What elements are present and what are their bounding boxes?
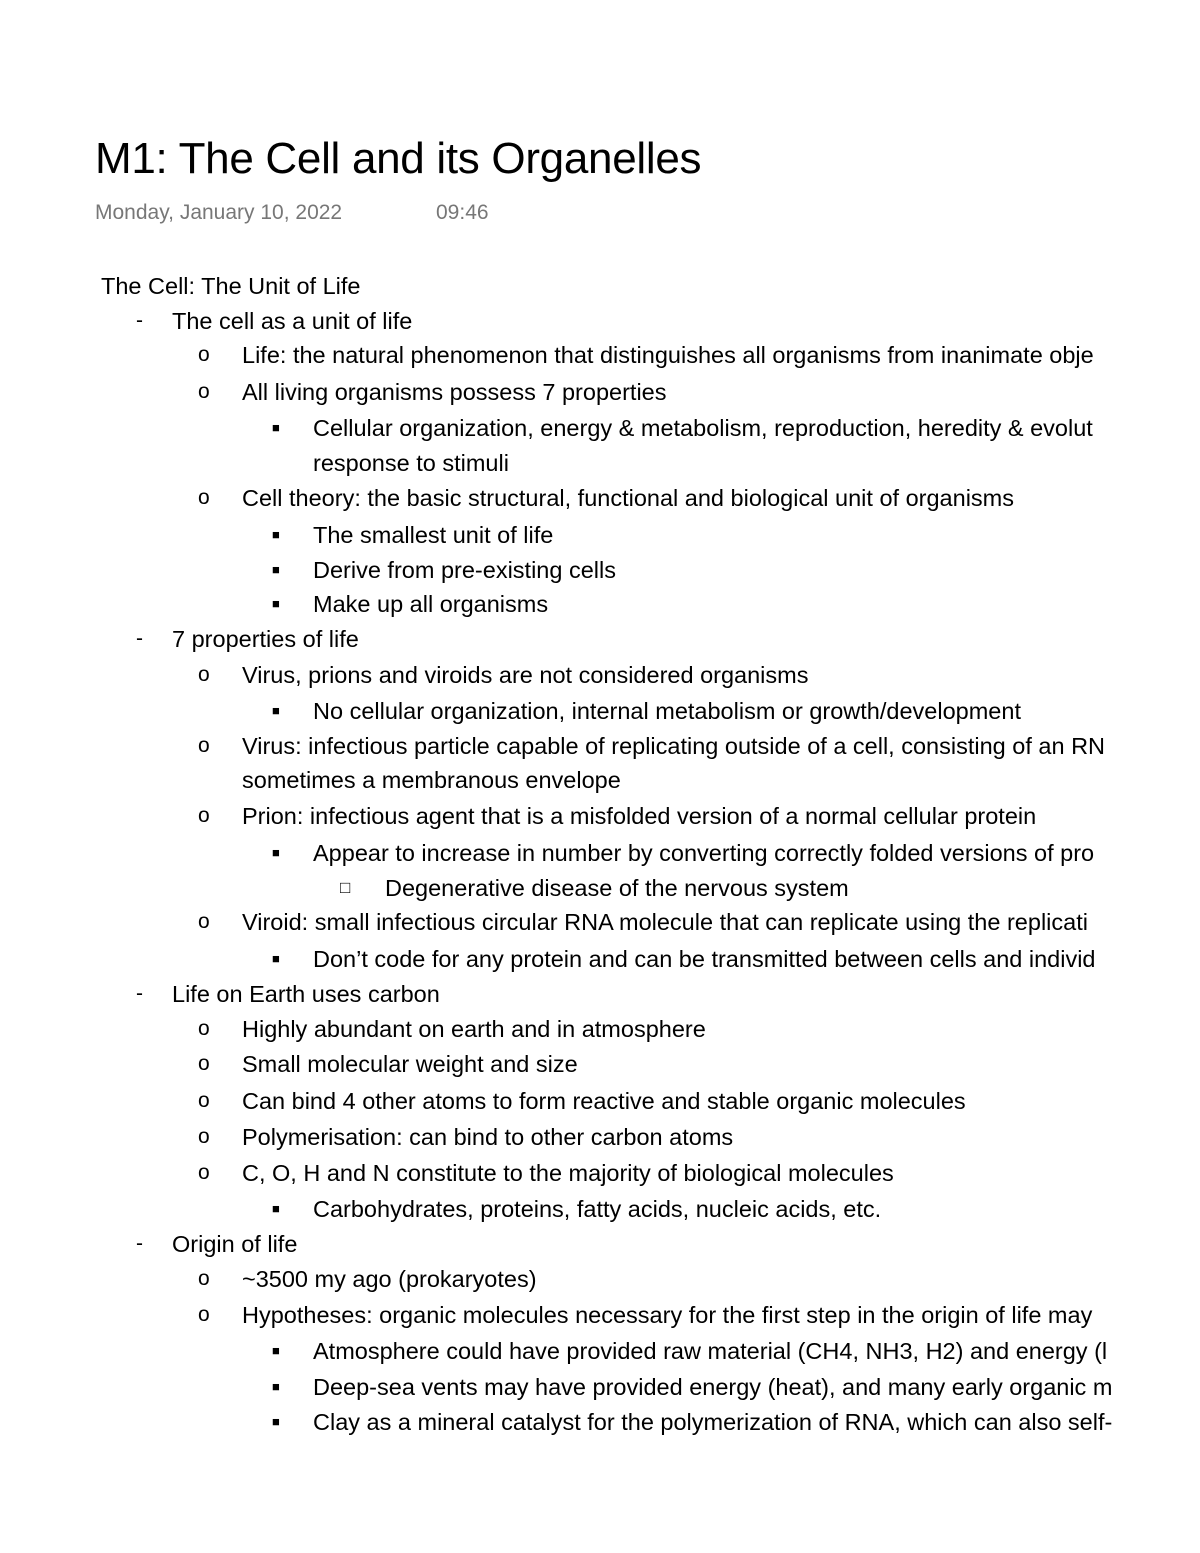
list-item-level2: Highly abundant on earth and in atmosphere	[242, 1016, 706, 1042]
list-item-level2: All living organisms possess 7 properties	[242, 379, 667, 405]
list-item-level3: Clay as a mineral catalyst for the polymerization of RNA, which can also self-	[313, 1409, 1113, 1435]
list-item-level2: Prion: infectious agent that is a misfolded version of a normal cellular protein	[242, 803, 1037, 829]
note-time: 09:46	[436, 201, 489, 224]
list-item-level1: Life on Earth uses carbon	[172, 981, 440, 1007]
square-bullet: ■	[272, 951, 280, 966]
list-item-level2: C, O, H and N constitute to the majority of biological molecules	[242, 1160, 894, 1186]
list-item-level3: Deep-sea vents may have provided energy (heat), and many early organic m	[313, 1374, 1113, 1400]
list-item-level2: ~3500 my ago (prokaryotes)	[242, 1266, 537, 1292]
list-item-level3: Carbohydrates, proteins, fatty acids, nucleic acids, etc.	[313, 1196, 882, 1222]
list-item-level2: Polymerisation: can bind to other carbon atoms	[242, 1124, 734, 1150]
list-item-level2: Hypotheses: organic molecules necessary for the first step in the origin of life may	[242, 1302, 1093, 1328]
list-item-level3: Appear to increase in number by converting correctly folded versions of pro	[313, 840, 1095, 866]
square-bullet: ■	[272, 562, 280, 577]
list-item-level2: Virus, prions and viroids are not considered organisms	[242, 662, 809, 688]
circle-bullet: o	[198, 910, 210, 933]
dash-bullet: -	[136, 1232, 143, 1255]
dash-bullet: -	[136, 309, 143, 332]
square-bullet: ■	[272, 703, 280, 718]
square-bullet: ■	[272, 596, 280, 611]
circle-bullet: o	[198, 1089, 210, 1112]
page-title: M1: The Cell and its Organelles	[95, 134, 702, 183]
list-item-level2: Cell theory: the basic structural, functional and biological unit of organisms	[242, 485, 1014, 511]
list-item-level3: The smallest unit of life	[313, 522, 554, 548]
circle-bullet: o	[198, 1303, 210, 1326]
note-date: Monday, January 10, 2022	[95, 201, 343, 224]
square-bullet: ■	[272, 845, 280, 860]
circle-bullet: o	[198, 663, 210, 686]
section-heading: The Cell: The Unit of Life	[101, 273, 361, 299]
circle-bullet: o	[198, 1052, 210, 1075]
list-item-level3: Make up all organisms	[313, 591, 549, 617]
dash-bullet: -	[136, 627, 143, 650]
square-bullet: ■	[272, 1343, 280, 1358]
square-bullet: ■	[272, 1379, 280, 1394]
circle-bullet: o	[198, 1017, 210, 1040]
list-item-level3: Derive from pre-existing cells	[313, 557, 616, 583]
dash-bullet: -	[136, 982, 143, 1005]
list-item-continuation: sometimes a membranous envelope	[242, 767, 621, 793]
circle-bullet: o	[198, 734, 210, 757]
square-bullet: ■	[272, 420, 280, 435]
list-item-level2: Viroid: small infectious circular RNA molecule that can replicate using the replicati	[242, 909, 1088, 935]
circle-bullet: o	[198, 380, 210, 403]
list-item-level4: Degenerative disease of the nervous system	[385, 875, 849, 901]
square-bullet: ■	[272, 1414, 280, 1429]
list-item-level3: Atmosphere could have provided raw material (CH4, NH3, H2) and energy (l	[313, 1338, 1108, 1364]
list-item-level2: Life: the natural phenomenon that distinguishes all organisms from inanimate obje	[242, 342, 1094, 368]
circle-bullet: o	[198, 486, 210, 509]
list-item-level1: 7 properties of life	[172, 626, 359, 652]
list-item-level2: Virus: infectious particle capable of replicating outside of a cell, consisting of an RN	[242, 733, 1106, 759]
list-item-level3: Don’t code for any protein and can be transmitted between cells and individ	[313, 946, 1096, 972]
circle-bullet: o	[198, 1267, 210, 1290]
list-item-level2: Can bind 4 other atoms to form reactive and stable organic molecules	[242, 1088, 966, 1114]
list-item-level1: Origin of life	[172, 1231, 298, 1257]
list-item-level3: Cellular organization, energy & metabolism, reproduction, heredity & evolut	[313, 415, 1093, 441]
square-bullet: ■	[272, 1201, 280, 1216]
circle-bullet: o	[198, 1161, 210, 1184]
circle-bullet: o	[198, 1125, 210, 1148]
box-bullet: □	[340, 878, 351, 897]
circle-bullet: o	[198, 804, 210, 827]
list-item-continuation: response to stimuli	[313, 450, 509, 476]
list-item-level1: The cell as a unit of life	[172, 308, 413, 334]
list-item-level3: No cellular organization, internal metabolism or growth/development	[313, 698, 1021, 724]
square-bullet: ■	[272, 527, 280, 542]
circle-bullet: o	[198, 343, 210, 366]
list-item-level2: Small molecular weight and size	[242, 1051, 578, 1077]
